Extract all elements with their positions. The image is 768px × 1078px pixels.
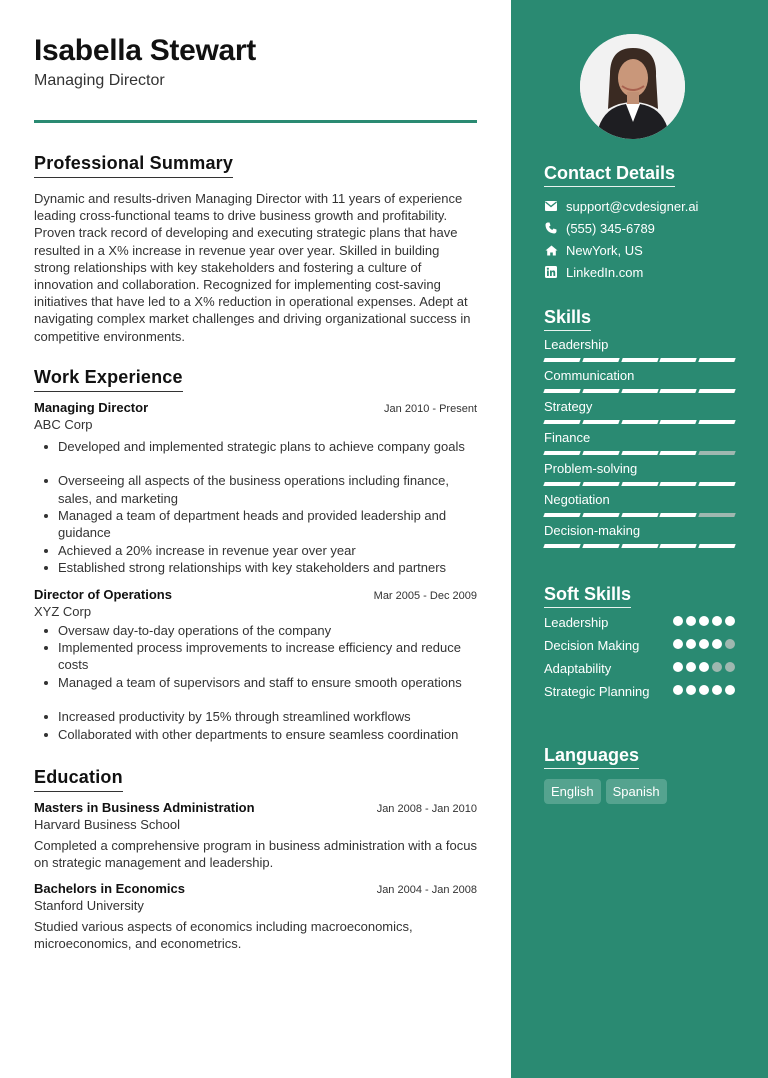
- skill-level-segment: [698, 482, 735, 486]
- skill-level-segment: [582, 389, 619, 393]
- rating-dot: [699, 639, 709, 649]
- contact-location-text: NewYork, US: [566, 242, 643, 258]
- envelope-icon: [544, 199, 558, 213]
- skill-level-segment: [543, 544, 580, 548]
- avatar: [580, 34, 685, 139]
- soft-skill-rating: [673, 685, 735, 695]
- rating-dot: [673, 685, 683, 695]
- summary-section: [34, 153, 477, 345]
- experience-section: [34, 367, 477, 743]
- soft-skills-section: [544, 584, 735, 700]
- skill-level-segment: [698, 358, 735, 362]
- skill-level-segment: [582, 420, 619, 424]
- skill-name: Negotiation: [544, 492, 610, 507]
- soft-skills-list: [544, 614, 735, 700]
- skill-item: [544, 399, 735, 424]
- skill-level-segment: [698, 451, 735, 455]
- rating-dot: [673, 616, 683, 626]
- skill-level-bar: [544, 544, 735, 548]
- skill-level-bar: [544, 451, 735, 455]
- skill-level-segment: [698, 544, 735, 548]
- soft-skill-rating: [673, 639, 735, 649]
- rating-dot: [699, 662, 709, 672]
- skill-name: Strategy: [544, 399, 593, 414]
- contact-section: [544, 163, 735, 280]
- skill-level-segment: [543, 420, 580, 424]
- soft-skill-rating: [673, 662, 735, 672]
- job-org: ABC Corp: [34, 416, 93, 432]
- list-item: Managed a team of department heads and provided leadership and guidance: [34, 507, 477, 542]
- skill-level-bar: [544, 482, 735, 486]
- rating-dot: [712, 639, 722, 649]
- languages-title: Languages: [544, 745, 639, 769]
- skill-item: [544, 461, 735, 486]
- soft-skill-rating: [673, 616, 735, 626]
- list-item: Increased productivity by 15% through streamlined workflows: [34, 708, 477, 725]
- degree-title: Masters in Business Administration: [34, 800, 255, 816]
- soft-skill-item: [544, 637, 735, 654]
- soft-skill-name: Adaptability: [544, 661, 612, 676]
- skill-level-segment: [582, 513, 619, 517]
- skill-level-segment: [582, 544, 619, 548]
- skill-level-segment: [582, 358, 619, 362]
- rating-dot: [725, 639, 735, 649]
- contact-title: Contact Details: [544, 163, 675, 187]
- skill-level-segment: [621, 451, 658, 455]
- job-bullets: [34, 622, 477, 743]
- rating-dot: [712, 662, 722, 672]
- education-desc: Completed a comprehensive program in business administration with a focus on strategic management and leadership.: [34, 838, 477, 871]
- degree-title: Bachelors in Economics: [34, 880, 185, 896]
- list-item: Achieved a 20% increase in revenue year over year: [34, 542, 477, 559]
- school-name: Stanford University: [34, 897, 144, 913]
- soft-skill-item: [544, 614, 735, 631]
- rating-dot: [686, 639, 696, 649]
- job-date: Jan 2010 - Present: [384, 402, 477, 415]
- soft-skill-item: [544, 660, 735, 677]
- skill-name: Problem-solving: [544, 461, 638, 476]
- rating-dot: [686, 616, 696, 626]
- list-item: Collaborated with other departments to ensure seamless coordination: [34, 726, 477, 743]
- skill-item: [544, 368, 735, 393]
- phone-icon: [544, 221, 558, 235]
- rating-dot: [712, 685, 722, 695]
- education-title: Education: [34, 767, 123, 792]
- skill-level-segment: [543, 358, 580, 362]
- language-tag: Spanish: [606, 779, 667, 804]
- skills-list: [544, 337, 735, 548]
- avatar-portrait-icon: [580, 34, 685, 139]
- home-icon: [544, 243, 558, 257]
- rating-dot: [725, 616, 735, 626]
- skill-level-bar: [544, 389, 735, 393]
- skill-level-segment: [621, 389, 658, 393]
- skill-level-segment: [543, 389, 580, 393]
- list-item: Managed a team of supervisors and staff to ensure smooth operations: [34, 674, 477, 691]
- job-date: Mar 2005 - Dec 2009: [373, 589, 477, 602]
- skill-level-segment: [660, 513, 697, 517]
- contact-email[interactable]: [544, 198, 735, 214]
- soft-skills-title: Soft Skills: [544, 584, 631, 608]
- list-item: Implemented process improvements to increase efficiency and reduce costs: [34, 639, 477, 674]
- skill-name: Finance: [544, 430, 591, 445]
- education-entry: [34, 881, 477, 952]
- skill-level-segment: [698, 513, 735, 517]
- skill-level-segment: [621, 358, 658, 362]
- skill-level-bar: [544, 358, 735, 362]
- linkedin-icon: [544, 265, 558, 279]
- candidate-role: Managing Director: [34, 72, 165, 89]
- skill-name: Decision-making: [544, 523, 641, 538]
- skill-level-segment: [698, 420, 735, 424]
- contact-location: [544, 242, 735, 258]
- skill-name: Leadership: [544, 337, 609, 352]
- soft-skill-item: [544, 683, 735, 700]
- rating-dot: [725, 662, 735, 672]
- sidebar: [511, 0, 768, 1078]
- skill-name: Communication: [544, 368, 635, 383]
- skill-level-segment: [698, 389, 735, 393]
- contact-phone[interactable]: [544, 220, 735, 236]
- skill-level-segment: [582, 451, 619, 455]
- contact-linkedin-text: LinkedIn.com: [566, 264, 644, 280]
- skill-level-segment: [543, 482, 580, 486]
- skill-level-segment: [621, 482, 658, 486]
- skill-level-segment: [582, 482, 619, 486]
- skill-level-segment: [660, 482, 697, 486]
- skill-item: [544, 492, 735, 517]
- job-bullets: [34, 438, 477, 577]
- skill-item: [544, 337, 735, 362]
- languages-section: [544, 745, 735, 804]
- rating-dot: [725, 685, 735, 695]
- list-item: Oversaw day-to-day operations of the company: [34, 622, 477, 639]
- skill-level-segment: [660, 358, 697, 362]
- contact-email-text: support@cvdesigner.ai: [566, 198, 699, 214]
- rating-dot: [686, 685, 696, 695]
- job-entry: [34, 587, 477, 743]
- skill-level-segment: [621, 420, 658, 424]
- education-desc: Studied various aspects of economics including macroeconomics, microeconomics, and econometrics.: [34, 918, 413, 951]
- candidate-name: Isabella Stewart: [34, 34, 256, 67]
- rating-dot: [699, 616, 709, 626]
- contact-phone-text: (555) 345-6789: [566, 220, 655, 236]
- rating-dot: [686, 662, 696, 672]
- education-date: Jan 2008 - Jan 2010: [376, 803, 477, 816]
- skill-level-segment: [660, 451, 697, 455]
- soft-skill-name: Strategic Planning: [544, 684, 650, 699]
- list-item: Overseeing all aspects of the business operations including finance, sales, and marketing: [34, 472, 477, 507]
- skill-level-segment: [621, 513, 658, 517]
- skill-level-bar: [544, 513, 735, 517]
- education-entry: [34, 800, 477, 871]
- skill-level-segment: [660, 389, 697, 393]
- soft-skill-name: Decision Making: [544, 638, 640, 653]
- skill-item: [544, 523, 735, 548]
- header-divider: [34, 120, 477, 123]
- languages-list: [544, 779, 735, 804]
- job-entry: [34, 400, 477, 577]
- skill-level-segment: [660, 544, 697, 548]
- skill-level-segment: [621, 544, 658, 548]
- job-org: XYZ Corp: [34, 603, 92, 619]
- list-item: Established strong relationships with key stakeholders and partners: [34, 559, 477, 576]
- skills-title: Skills: [544, 307, 591, 331]
- skill-level-segment: [543, 513, 580, 517]
- experience-title: Work Experience: [34, 367, 183, 392]
- school-name: Harvard Business School: [34, 817, 180, 833]
- education-section: [34, 767, 477, 952]
- summary-text: Dynamic and results-driven Managing Director with 11 years of experience leading cross-functional teams to drive business growth and profitability. Proven track record of developing and executing strategic plans that have resulted in a X% increase in revenue year over year. Skilled in building strong relationships with key stakeholders and fostering a culture of innovation and collaboration. Recognized for implementing cost-saving initiatives that have led to a X% reduction in operational expenses. Adept at navigating complex market challenges and driving organizational success in competitive environments.: [34, 191, 471, 344]
- contact-linkedin[interactable]: [544, 264, 735, 280]
- list-item: Developed and implemented strategic plans to achieve company goals: [34, 438, 477, 455]
- skill-level-segment: [660, 420, 697, 424]
- skill-item: [544, 430, 735, 455]
- skill-level-segment: [543, 451, 580, 455]
- education-date: Jan 2004 - Jan 2008: [376, 883, 477, 896]
- skills-section: [544, 307, 735, 548]
- skill-level-bar: [544, 420, 735, 424]
- job-title: Managing Director: [34, 399, 149, 415]
- rating-dot: [712, 616, 722, 626]
- job-title: Director of Operations: [34, 586, 172, 602]
- summary-title: Professional Summary: [34, 153, 233, 178]
- rating-dot: [699, 685, 709, 695]
- soft-skill-name: Leadership: [544, 615, 609, 630]
- language-tag: English: [544, 779, 601, 804]
- rating-dot: [673, 639, 683, 649]
- rating-dot: [673, 662, 683, 672]
